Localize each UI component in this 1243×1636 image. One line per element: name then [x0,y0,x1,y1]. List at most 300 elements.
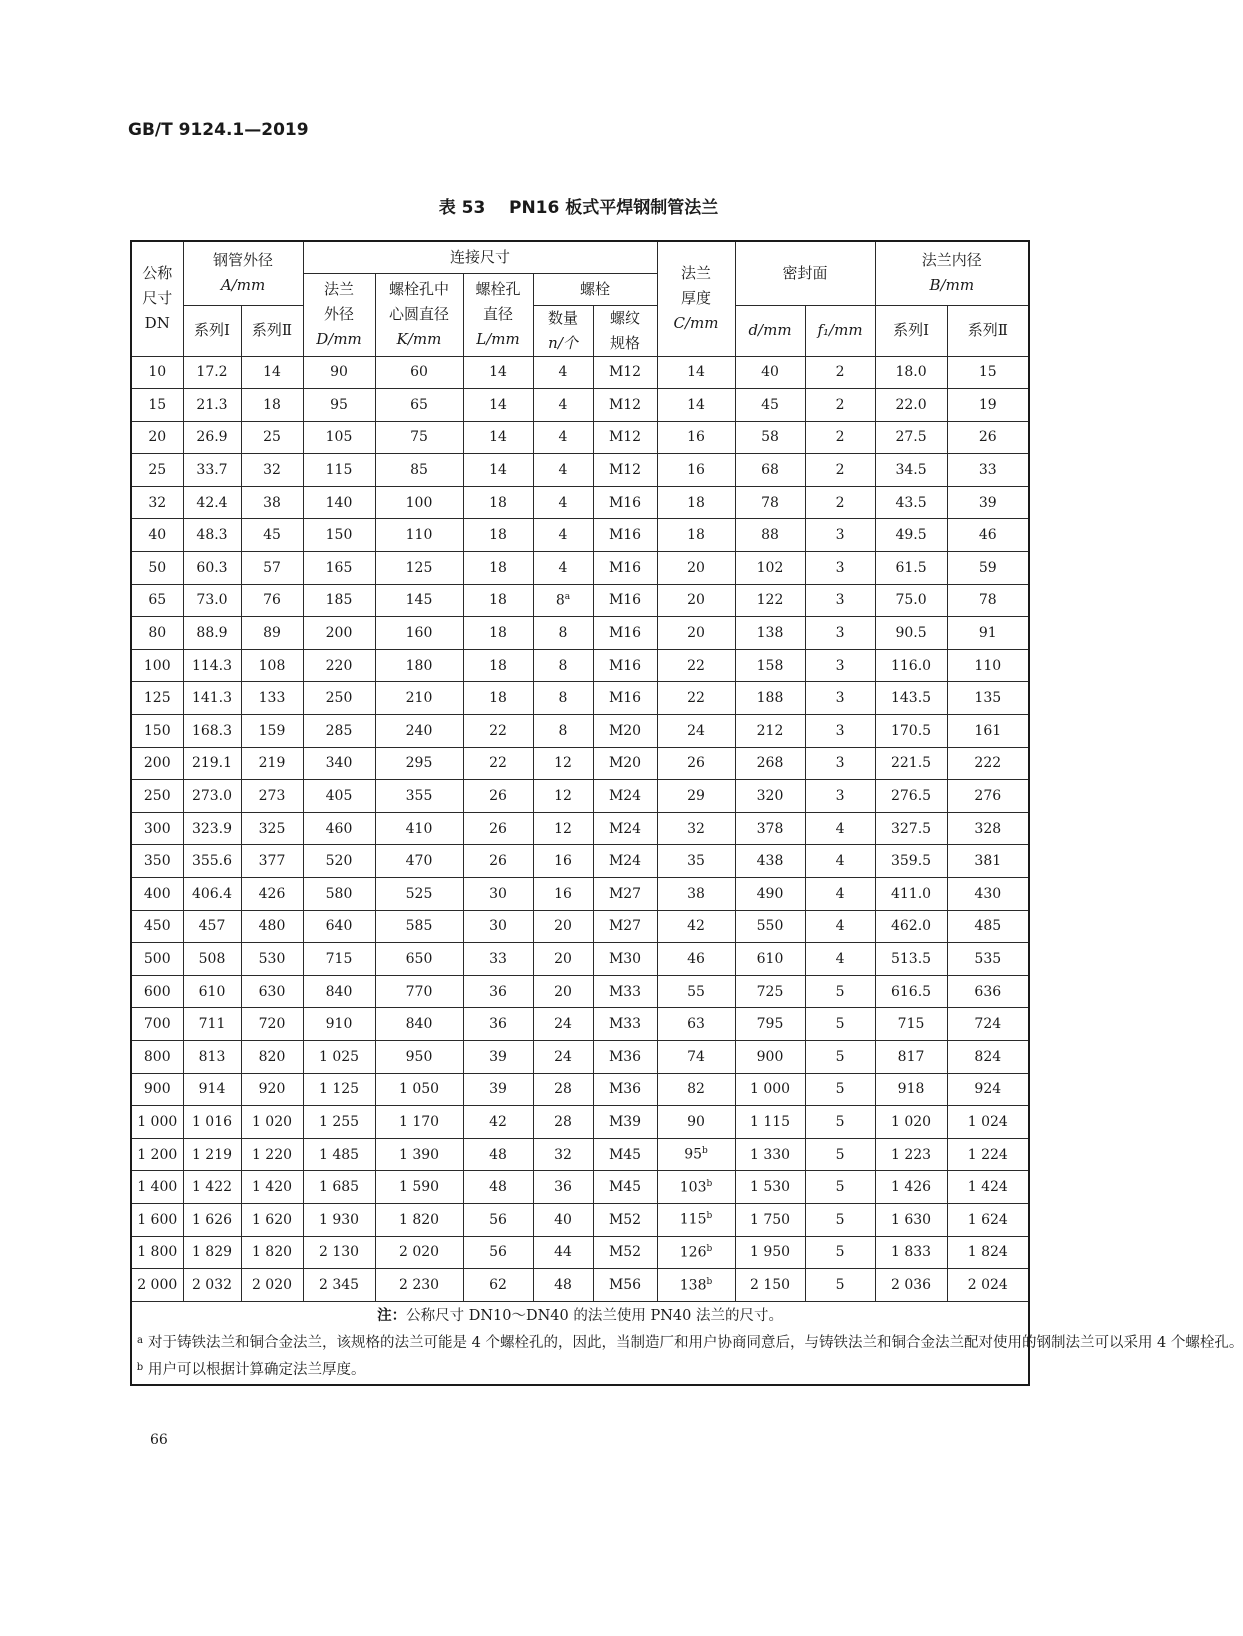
cell-a2: 2 020 [241,1269,303,1302]
cell-m: M12 [593,421,657,454]
cell-l: 22 [463,715,533,748]
cell-m: M16 [593,682,657,715]
cell-m: M45 [593,1138,657,1171]
table-row [131,682,1029,715]
cell-m: M52 [593,1203,657,1236]
cell-b1: 513.5 [875,943,947,976]
cell-c: 24 [657,715,735,748]
cell-c: 115$^b$ [657,1203,735,1236]
cell-f1: 5 [805,1203,875,1236]
cell-a2: 720 [241,1008,303,1041]
cell-m: M16 [593,552,657,585]
cell-b1: 75.0 [875,584,947,617]
cell-b1: 1 223 [875,1138,947,1171]
cell-f1: 3 [805,649,875,682]
cell-b1: 616.5 [875,975,947,1008]
cell-c: 14 [657,356,735,389]
cell-b2: 26 [947,421,1029,454]
cell-dn: 600 [131,975,183,1008]
cell-a2: 920 [241,1073,303,1106]
cell-b1: 359.5 [875,845,947,878]
cell-k: 950 [375,1040,463,1073]
cell-k: 65 [375,389,463,422]
cell-b2: 110 [947,649,1029,682]
cell-c: 103$^b$ [657,1171,735,1204]
cell-b1: 221.5 [875,747,947,780]
cell-a1: 21.3 [183,389,241,422]
cell-dn: 800 [131,1040,183,1073]
cell-b1: 1 833 [875,1236,947,1269]
cell-m: M36 [593,1073,657,1106]
cell-a1: 168.3 [183,715,241,748]
cell-dn: 900 [131,1073,183,1106]
cell-m: M16 [593,584,657,617]
cell-b2: 2 024 [947,1269,1029,1302]
cell-m: M12 [593,454,657,487]
table-row [131,552,1029,585]
cell-f1: 3 [805,617,875,650]
cell-f1: 4 [805,878,875,911]
cell-a1: 813 [183,1040,241,1073]
cell-a2: 32 [241,454,303,487]
header-bore-series1: 系列Ⅰ [875,305,947,356]
cell-a2: 45 [241,519,303,552]
cell-a2: 219 [241,747,303,780]
cell-d: 185 [303,584,375,617]
cell-dn: 700 [131,1008,183,1041]
header-bore: 法兰内径 B/mm [875,241,1029,305]
cell-a1: 1 829 [183,1236,241,1269]
cell-d: 285 [303,715,375,748]
cell-c: 55 [657,975,735,1008]
cell-sd: 45 [735,389,805,422]
cell-b2: 1 424 [947,1171,1029,1204]
cell-l: 39 [463,1040,533,1073]
cell-b2: 1 624 [947,1203,1029,1236]
table-row [131,845,1029,878]
cell-k: 525 [375,878,463,911]
cell-k: 585 [375,910,463,943]
header-thickness: 法兰 厚度 C/mm [657,241,735,356]
cell-d: 405 [303,780,375,813]
cell-c: 42 [657,910,735,943]
cell-b2: 381 [947,845,1029,878]
table-row [131,943,1029,976]
notes-cell [131,1301,1243,1385]
cell-f1: 2 [805,454,875,487]
cell-c: 16 [657,421,735,454]
cell-a2: 89 [241,617,303,650]
cell-a1: 73.0 [183,584,241,617]
cell-b1: 462.0 [875,910,947,943]
cell-d: 1 930 [303,1203,375,1236]
cell-m: M33 [593,975,657,1008]
table-row [131,715,1029,748]
cell-a2: 1 420 [241,1171,303,1204]
cell-m: M16 [593,519,657,552]
cell-n: 8 [533,682,593,715]
cell-sd: 900 [735,1040,805,1073]
cell-b1: 1 020 [875,1106,947,1139]
cell-a1: 1 422 [183,1171,241,1204]
cell-f1: 2 [805,356,875,389]
cell-m: M39 [593,1106,657,1139]
table-row [131,584,1029,617]
cell-b1: 817 [875,1040,947,1073]
cell-m: M52 [593,1236,657,1269]
cell-a2: 76 [241,584,303,617]
header-pcd: 螺栓孔中 心圆直径 K/mm [375,273,463,356]
cell-a2: 18 [241,389,303,422]
cell-d: 840 [303,975,375,1008]
cell-b2: 39 [947,486,1029,519]
cell-dn: 350 [131,845,183,878]
cell-n: 28 [533,1073,593,1106]
cell-k: 1 820 [375,1203,463,1236]
cell-c: 29 [657,780,735,813]
cell-a1: 33.7 [183,454,241,487]
cell-a2: 820 [241,1040,303,1073]
cell-k: 2 020 [375,1236,463,1269]
cell-sd: 320 [735,780,805,813]
table-row [131,1138,1029,1171]
cell-n: 12 [533,780,593,813]
cell-c: 126$^b$ [657,1236,735,1269]
cell-k: 125 [375,552,463,585]
header-pipe-series2: 系列Ⅱ [241,305,303,356]
cell-dn: 400 [131,878,183,911]
cell-c: 16 [657,454,735,487]
header-seal-d: d/mm [735,305,805,356]
cell-a2: 57 [241,552,303,585]
cell-c: 18 [657,486,735,519]
table-row [131,878,1029,911]
cell-a1: 508 [183,943,241,976]
footnote-a: a 对于铸铁法兰和铜合金法兰，该规格的法兰可能是 4 个螺栓孔的，因此，当制造厂和用户协商同意后，与铸铁法兰和铜合金法兰配对使用的钢制法兰可以采用 4 个螺栓孔。 [137,1334,1243,1351]
cell-b2: 33 [947,454,1029,487]
cell-n: 4 [533,356,593,389]
header-bolt: 螺栓 [533,273,657,305]
cell-sd: 725 [735,975,805,1008]
table-caption: 表 53 PN16 板式平焊钢制管法兰 [438,198,719,218]
cell-d: 1 025 [303,1040,375,1073]
cell-b2: 78 [947,584,1029,617]
cell-m: M56 [593,1269,657,1302]
cell-m: M16 [593,486,657,519]
cell-d: 910 [303,1008,375,1041]
cell-k: 60 [375,356,463,389]
cell-f1: 5 [805,975,875,1008]
cell-n: 24 [533,1008,593,1041]
cell-b1: 116.0 [875,649,947,682]
cell-m: M20 [593,715,657,748]
cell-k: 840 [375,1008,463,1041]
cell-n: 20 [533,975,593,1008]
cell-m: M30 [593,943,657,976]
cell-l: 14 [463,421,533,454]
cell-sd: 1 950 [735,1236,805,1269]
cell-a2: 480 [241,910,303,943]
cell-m: M20 [593,747,657,780]
cell-n: 12 [533,747,593,780]
cell-n: 32 [533,1138,593,1171]
cell-dn: 40 [131,519,183,552]
cell-l: 39 [463,1073,533,1106]
cell-b2: 924 [947,1073,1029,1106]
table-row [131,1203,1029,1236]
document-id: GB/T 9124.1—2019 [128,120,309,140]
cell-m: M16 [593,649,657,682]
cell-f1: 5 [805,1236,875,1269]
cell-d: 95 [303,389,375,422]
cell-c: 90 [657,1106,735,1139]
header-pipe-od: 钢管外径 A/mm [183,241,303,305]
cell-n: 48 [533,1269,593,1302]
cell-sd: 490 [735,878,805,911]
cell-l: 18 [463,486,533,519]
cell-a2: 1 820 [241,1236,303,1269]
cell-sd: 1 530 [735,1171,805,1204]
cell-b1: 715 [875,1008,947,1041]
cell-m: M33 [593,1008,657,1041]
cell-n: 4 [533,552,593,585]
cell-l: 48 [463,1171,533,1204]
cell-l: 26 [463,845,533,878]
header-bolt-count: 数量 n/个 [533,305,593,356]
cell-dn: 25 [131,454,183,487]
cell-k: 160 [375,617,463,650]
cell-f1: 3 [805,584,875,617]
cell-l: 56 [463,1236,533,1269]
cell-b1: 22.0 [875,389,947,422]
cell-k: 1 590 [375,1171,463,1204]
cell-d: 2 345 [303,1269,375,1302]
cell-sd: 188 [735,682,805,715]
cell-a2: 530 [241,943,303,976]
cell-n: 28 [533,1106,593,1139]
cell-sd: 1 750 [735,1203,805,1236]
cell-k: 180 [375,649,463,682]
cell-b1: 276.5 [875,780,947,813]
cell-l: 42 [463,1106,533,1139]
cell-f1: 3 [805,780,875,813]
cell-a2: 630 [241,975,303,1008]
cell-l: 33 [463,943,533,976]
cell-dn: 50 [131,552,183,585]
cell-dn: 450 [131,910,183,943]
cell-sd: 158 [735,649,805,682]
cell-d: 340 [303,747,375,780]
cell-sd: 68 [735,454,805,487]
cell-l: 14 [463,356,533,389]
cell-dn: 15 [131,389,183,422]
cell-sd: 1 330 [735,1138,805,1171]
header-dn: 公称 尺寸 DN [131,241,183,356]
cell-b1: 43.5 [875,486,947,519]
table-row [131,812,1029,845]
header-bolt-spec: 螺纹 规格 [593,305,657,356]
cell-b2: 1 224 [947,1138,1029,1171]
cell-n: 4 [533,421,593,454]
cell-f1: 2 [805,389,875,422]
cell-n: 16 [533,878,593,911]
cell-f1: 4 [805,812,875,845]
cell-sd: 2 150 [735,1269,805,1302]
cell-a1: 914 [183,1073,241,1106]
cell-sd: 268 [735,747,805,780]
cell-a2: 273 [241,780,303,813]
cell-b2: 135 [947,682,1029,715]
cell-l: 56 [463,1203,533,1236]
cell-k: 110 [375,519,463,552]
cell-c: 18 [657,519,735,552]
cell-f1: 3 [805,519,875,552]
cell-k: 295 [375,747,463,780]
cell-a1: 457 [183,910,241,943]
table-row [131,454,1029,487]
cell-a1: 711 [183,1008,241,1041]
table-row [131,1236,1029,1269]
table-row [131,1008,1029,1041]
cell-m: M12 [593,389,657,422]
cell-c: 20 [657,584,735,617]
cell-b2: 824 [947,1040,1029,1073]
cell-dn: 80 [131,617,183,650]
cell-f1: 4 [805,910,875,943]
cell-b2: 276 [947,780,1029,813]
table-row [131,389,1029,422]
cell-a1: 1 016 [183,1106,241,1139]
cell-sd: 102 [735,552,805,585]
cell-f1: 3 [805,552,875,585]
cell-k: 355 [375,780,463,813]
cell-dn: 250 [131,780,183,813]
cell-c: 82 [657,1073,735,1106]
cell-a1: 42.4 [183,486,241,519]
cell-m: M12 [593,356,657,389]
cell-a2: 1 020 [241,1106,303,1139]
cell-a1: 17.2 [183,356,241,389]
cell-n: 44 [533,1236,593,1269]
cell-c: 38 [657,878,735,911]
header-flange-od: 法兰 外径 D/mm [303,273,375,356]
cell-sd: 795 [735,1008,805,1041]
cell-d: 1 125 [303,1073,375,1106]
cell-a1: 48.3 [183,519,241,552]
cell-l: 14 [463,389,533,422]
cell-sd: 122 [735,584,805,617]
cell-d: 220 [303,649,375,682]
cell-a2: 14 [241,356,303,389]
cell-n: 12 [533,812,593,845]
cell-m: M16 [593,617,657,650]
cell-b2: 222 [947,747,1029,780]
cell-l: 14 [463,454,533,487]
page-number: 66 [150,1432,168,1448]
cell-a1: 114.3 [183,649,241,682]
cell-l: 18 [463,682,533,715]
cell-l: 18 [463,519,533,552]
cell-sd: 550 [735,910,805,943]
cell-a1: 1 626 [183,1203,241,1236]
cell-b1: 90.5 [875,617,947,650]
footnote-ref: b [706,1244,713,1254]
cell-k: 410 [375,812,463,845]
cell-b1: 170.5 [875,715,947,748]
cell-l: 48 [463,1138,533,1171]
cell-k: 100 [375,486,463,519]
cell-b1: 411.0 [875,878,947,911]
cell-a2: 325 [241,812,303,845]
cell-dn: 150 [131,715,183,748]
cell-d: 580 [303,878,375,911]
cell-n: 4 [533,519,593,552]
cell-d: 105 [303,421,375,454]
cell-b1: 34.5 [875,454,947,487]
cell-k: 650 [375,943,463,976]
cell-f1: 5 [805,1269,875,1302]
cell-sd: 88 [735,519,805,552]
cell-d: 2 130 [303,1236,375,1269]
cell-f1: 5 [805,1171,875,1204]
cell-dn: 1 000 [131,1106,183,1139]
cell-d: 1 685 [303,1171,375,1204]
cell-c: 22 [657,682,735,715]
cell-dn: 500 [131,943,183,976]
cell-sd: 138 [735,617,805,650]
cell-b2: 161 [947,715,1029,748]
cell-n: 4 [533,454,593,487]
cell-dn: 1 200 [131,1138,183,1171]
cell-sd: 378 [735,812,805,845]
cell-d: 250 [303,682,375,715]
cell-m: M24 [593,845,657,878]
footnote-ref: b [706,1178,713,1189]
header-seal-face: 密封面 [735,241,875,305]
cell-b2: 724 [947,1008,1029,1041]
cell-k: 770 [375,975,463,1008]
cell-f1: 5 [805,1008,875,1041]
cell-f1: 4 [805,943,875,976]
cell-a2: 25 [241,421,303,454]
cell-dn: 10 [131,356,183,389]
table-row [131,780,1029,813]
table-row [131,356,1029,389]
table-row [131,910,1029,943]
cell-f1: 5 [805,1073,875,1106]
cell-f1: 2 [805,486,875,519]
table-row [131,1269,1029,1302]
cell-m: M27 [593,878,657,911]
cell-l: 18 [463,552,533,585]
cell-a2: 426 [241,878,303,911]
cell-c: 35 [657,845,735,878]
cell-b1: 918 [875,1073,947,1106]
cell-f1: 3 [805,715,875,748]
cell-m: M36 [593,1040,657,1073]
cell-a1: 26.9 [183,421,241,454]
cell-b2: 636 [947,975,1029,1008]
cell-b2: 59 [947,552,1029,585]
header-hole: 螺栓孔 直径 L/mm [463,273,533,356]
cell-f1: 3 [805,747,875,780]
cell-sd: 610 [735,943,805,976]
cell-l: 26 [463,780,533,813]
cell-dn: 2 000 [131,1269,183,1302]
cell-c: 32 [657,812,735,845]
cell-b2: 535 [947,943,1029,976]
flange-dimension-table [130,240,1243,1386]
